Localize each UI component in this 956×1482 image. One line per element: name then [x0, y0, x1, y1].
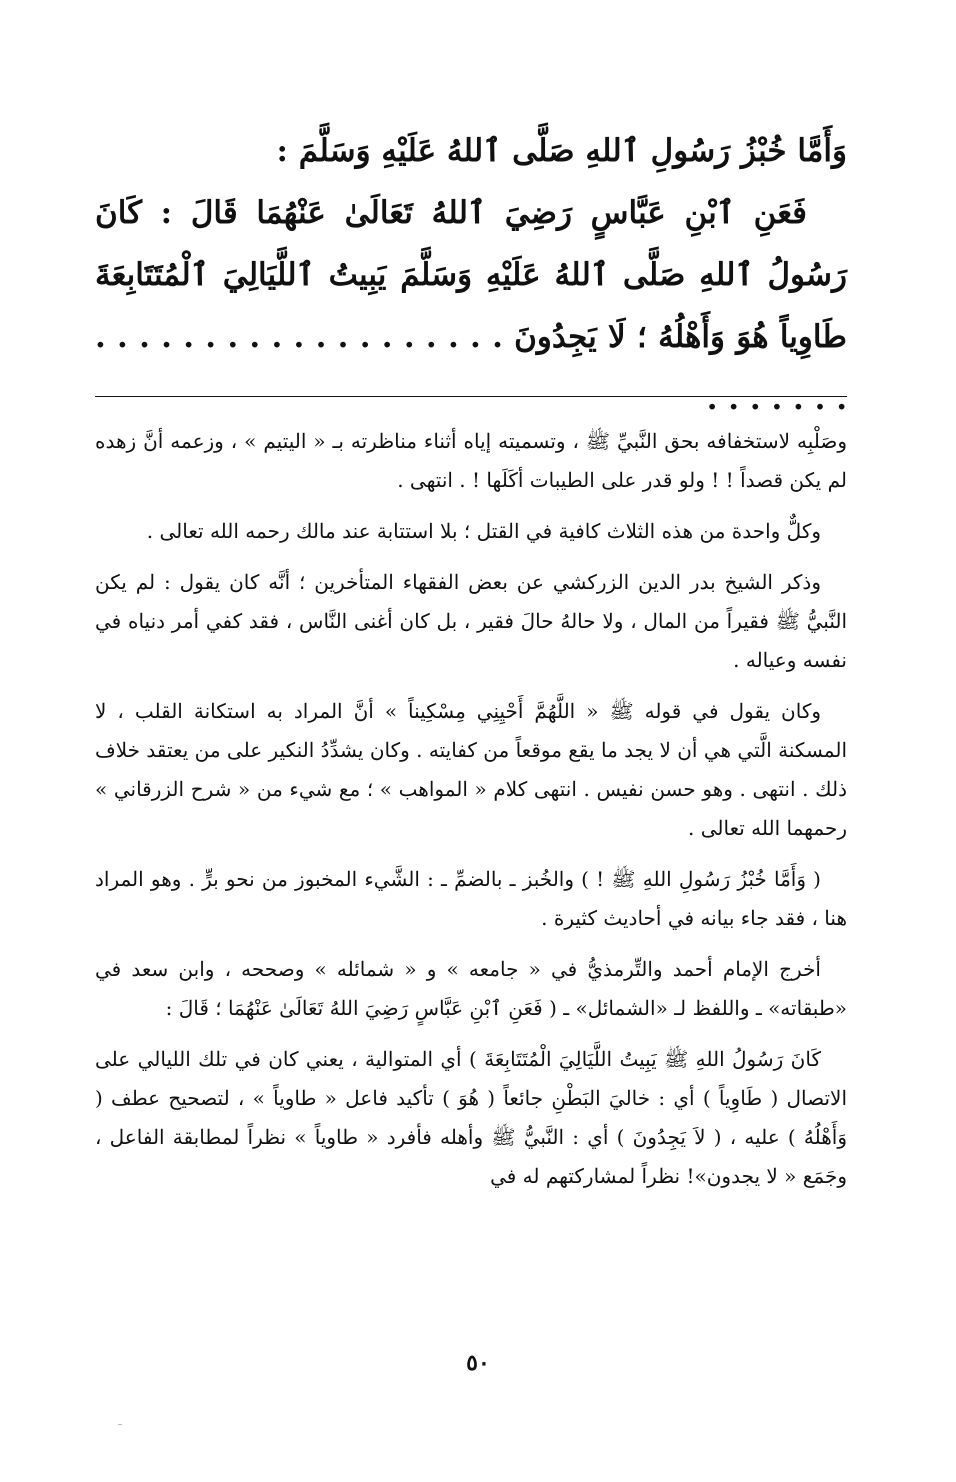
- main-text-block: [95, 120, 847, 460]
- commentary-paragraph: وكان يقول في قوله ﷺ « اللَّهُمَّ أَحْيِنِي مِسْكِيناً » أنَّ المراد به استكانة القلب ، لا المسكنة الَّتي هي أن لا يجد ما يقع موقعاً من كفايته . وكان يشدِّدُ النكير على من يعتقد خلاف ذلك . انتهى . وهو حسن نفيس . انتهى كلام « المواهب » ؛ مع شيء من « شرح الزرقاني » رحمهما الله تعالى .: [95, 699, 847, 840]
- commentary-paragraph: وكلٌّ واحدة من هذه الثلاث كافية في القتل ؛ بلا استتابة عند مالك رحمه الله تعالى .: [146, 519, 821, 543]
- commentary-block: [95, 422, 847, 1208]
- commentary-paragraph: ( وَأَمَّا خُبْزُ رَسُولِ اللهِ ﷺ ! ) والخُبز ـ بالضمِّ ـ : الشَّيء المخبوز من نحو برٍّ . وهو المراد هنا ، فقد جاء بيانه في أحاديث كثيرة .: [95, 867, 847, 930]
- page-number: ٥٠: [466, 1350, 490, 1376]
- commentary-paragraph: وذكر الشيخ بدر الدين الزركشي عن بعض الفقهاء المتأخرين ؛ أنَّه كان يقول : لم يكن النَّبيُّ ﷺ فقيراً من المال ، ولا حالهُ حالَ فقير ، بل كان أغنى النَّاس ، فقد كفي أمر دنياه في نفسه وعياله .: [95, 570, 847, 672]
- footnote-divider: [95, 396, 847, 397]
- section-heading: وَأَمَّا خُبْزُ رَسُولِ ٱللهِ صَلَّى ٱللهُ عَلَيْهِ وَسَلَّمَ :: [276, 133, 847, 169]
- commentary-paragraph: وصَلْبِه لاستخفافه بحق النَّبيِّ ﷺ ، وتسميته إياه أثناء مناظرته بـ « اليتيم » ، وزعمه أنَّ زهده لم يكن قصداً ! ! ولو قدر على الطيبات أكَلَها ! . انتهى .: [95, 429, 847, 492]
- scan-mark: [118, 1424, 122, 1425]
- commentary-paragraph: أخرج الإمام أحمد والتِّرمذيُّ في « جامعه » و « شمائله » وصححه ، وابن سعد في «طبقاته» ـ واللفظ لـ «الشمائل» ـ ( فَعَنِ ٱبْنِ عَبَّاسٍ رَضِيَ اللهُ تَعَالَىٰ عَنْهُمَا ؛ قَالَ :: [95, 957, 847, 1020]
- hadith-text: فَعَنِ ٱبْنِ عَبَّاسٍ رَضِيَ ٱللهُ تَعَالَىٰ عَنْهُمَا قَالَ : كَانَ رَسُولُ ٱللهِ صَلَّى ٱللهُ عَلَيْهِ وَسَلَّمَ يَبِيتُ ٱللَّيَالِيَ ٱلْمُتَتَابِعَةَ طَاوِياً هُوَ وَأَهْلُهُ ؛ لَا يَجِدُونَ . . . . . . . . . . . . . . . . . . . . . . . . . .: [95, 195, 847, 417]
- commentary-paragraph: كَانَ رَسُولُ اللهِ ﷺ يَبِيتُ اللَّيَالِيَ الْمُتَتَابِعَةَ ) أي المتوالية ، يعني كان في تلك الليالي على الاتصال ( طَاوِياً ) أي : خاليَ البَطْنِ جائعاً ( هُوَ ) تأكيد فاعل « طاوياً » ، لتصحيح عطف ( وَأَهْلُهُ ) عليه ، ( لاَ يَجِدُونَ ) أي : النَّبيُّ ﷺ وأهله فأفرد « طاوياً » نظراً لمطابقة الفاعل ، وجَمَع « لا يجدون»! نظراً لمشاركتهم له في: [95, 1047, 847, 1188]
